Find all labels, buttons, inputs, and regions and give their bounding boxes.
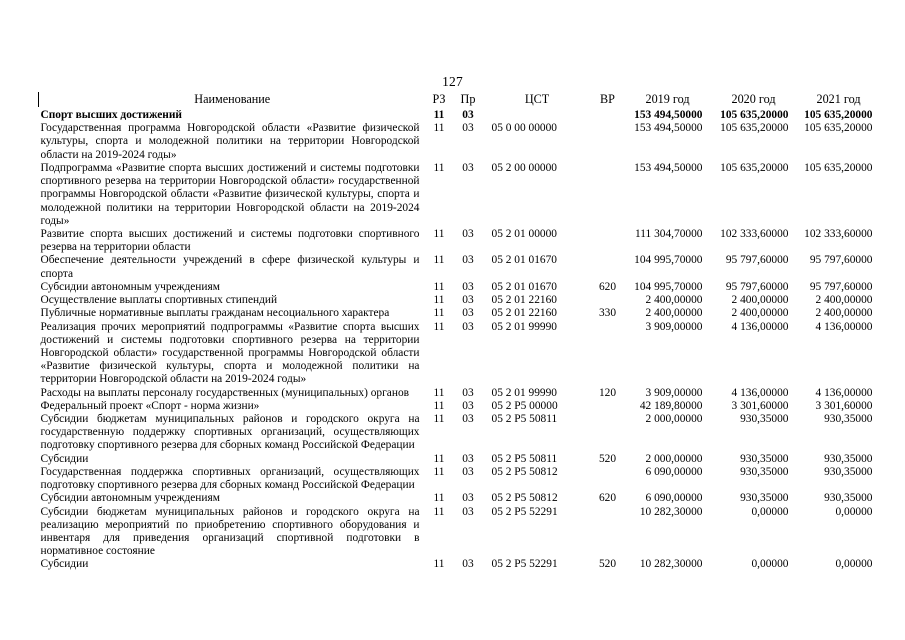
cell-amount-2019: 3 909,00000 bbox=[645, 320, 703, 333]
cell-cst: 05 2 01 22160 bbox=[491, 307, 557, 320]
table-row bbox=[39, 466, 881, 492]
cell-amount-2019: 6 090,00000 bbox=[645, 465, 703, 478]
cell-amount-2020: 95 797,60000 bbox=[725, 254, 789, 267]
table-header-row bbox=[39, 92, 881, 107]
cell-amount-2020: 102 333,60000 bbox=[720, 227, 789, 240]
cell-amount-2019: 104 995,70000 bbox=[634, 254, 703, 267]
cell-amount-2021: 102 333,60000 bbox=[804, 227, 873, 240]
cell-amount-2019: 153 494,50000 bbox=[634, 122, 703, 135]
cell-pr: 03 bbox=[462, 399, 474, 412]
cell-rz: 11 bbox=[433, 254, 445, 267]
cell-vr bbox=[591, 400, 625, 413]
cell-rz: 11 bbox=[433, 452, 445, 465]
cell-vr: 620 bbox=[598, 280, 617, 293]
cell-name: Субсидии бюджетам муниципальных районов и городского округа на реализацию мероприятий по приобретению спортивного оборудования и инвентаря для приведения организаций спортивной подготовки в нормативное состояние bbox=[40, 505, 420, 558]
cell-amount-2020: 105 635,20000 bbox=[720, 161, 789, 174]
cell-rz: 11 bbox=[433, 320, 445, 333]
cell-pr: 03 bbox=[462, 452, 474, 465]
cell-amount-2021: 2 400,00000 bbox=[815, 307, 873, 320]
cell-amount-2020: 4 136,00000 bbox=[731, 320, 789, 333]
cell-amount-2021: 95 797,60000 bbox=[809, 254, 873, 267]
cell-vr: 620 bbox=[598, 492, 617, 505]
cell-pr: 03 bbox=[462, 109, 474, 121]
table-row bbox=[39, 400, 881, 413]
table-row bbox=[39, 506, 881, 559]
cell-name: Осуществление выплаты спортивных стипендий bbox=[40, 294, 278, 307]
cell-amount-2020: 930,35000 bbox=[740, 452, 789, 465]
cell-vr bbox=[591, 107, 625, 122]
cell-rz: 11 bbox=[433, 465, 445, 478]
cell-pr: 03 bbox=[462, 122, 474, 135]
column-header-year-2021: 2021 год bbox=[816, 92, 861, 106]
cell-cst: 05 2 Р5 50812 bbox=[491, 465, 558, 478]
cell-cst: 05 2 Р5 50811 bbox=[491, 452, 558, 465]
cell-rz: 11 bbox=[433, 558, 445, 571]
table-row bbox=[39, 228, 881, 254]
cell-pr: 03 bbox=[462, 413, 474, 426]
table-row bbox=[39, 162, 881, 228]
cell-amount-2019: 2 000,00000 bbox=[645, 452, 703, 465]
cell-cst: 05 2 01 22160 bbox=[491, 294, 557, 307]
cell-cst: 05 2 01 00000 bbox=[491, 227, 557, 240]
cell-cst: 05 2 01 99990 bbox=[491, 386, 557, 399]
cell-amount-2020: 2 400,00000 bbox=[731, 294, 789, 307]
cell-name: Субсидии bbox=[40, 558, 89, 571]
column-header-pr: Пр bbox=[460, 92, 476, 106]
cell-cst: 05 2 Р5 00000 bbox=[491, 399, 558, 412]
cell-pr: 03 bbox=[462, 294, 474, 307]
cell-name: Расходы на выплаты персоналу государственных (муниципальных) органов bbox=[40, 386, 410, 399]
table-row bbox=[39, 122, 881, 162]
cell-vr: 520 bbox=[598, 558, 617, 571]
table-body bbox=[39, 107, 881, 572]
column-header-rz: РЗ bbox=[432, 92, 446, 106]
cell-rz: 11 bbox=[433, 399, 445, 412]
cell-vr bbox=[591, 162, 625, 228]
cell-amount-2020: 930,35000 bbox=[740, 492, 789, 505]
cell-cst: 05 0 00 00000 bbox=[491, 122, 557, 135]
table-row bbox=[39, 413, 881, 453]
table-header bbox=[39, 92, 881, 107]
cell-pr: 03 bbox=[462, 307, 474, 320]
cell-amount-2019: 104 995,70000 bbox=[634, 280, 703, 293]
cell-amount-2020: 105 635,20000 bbox=[720, 109, 789, 121]
cell-pr: 03 bbox=[462, 505, 474, 518]
cell-rz: 11 bbox=[433, 294, 445, 307]
cell-vr bbox=[591, 122, 625, 162]
cell-amount-2019: 6 090,00000 bbox=[645, 492, 703, 505]
cell-vr bbox=[591, 413, 625, 453]
cell-rz: 11 bbox=[433, 505, 445, 518]
cell-vr bbox=[591, 466, 625, 492]
cell-amount-2021: 930,35000 bbox=[824, 413, 873, 426]
cell-name: Субсидии bbox=[40, 452, 89, 465]
cell-amount-2019: 10 282,30000 bbox=[639, 558, 703, 571]
cell-pr: 03 bbox=[462, 227, 474, 240]
cell-name: Развитие спорта высших достижений и системы подготовки спортивного резерва на территории области bbox=[40, 227, 420, 254]
cell-cst: 05 2 Р5 50812 bbox=[491, 492, 558, 505]
cell-cst: 05 2 Р5 50811 bbox=[491, 413, 558, 426]
cell-amount-2021: 0,00000 bbox=[835, 505, 873, 518]
table-row bbox=[39, 453, 881, 466]
cell-amount-2021: 105 635,20000 bbox=[804, 122, 873, 135]
cell-pr: 03 bbox=[462, 558, 474, 571]
cell-vr bbox=[591, 294, 625, 307]
column-header-year-2019: 2019 год bbox=[645, 92, 690, 106]
column-header-cst: ЦСТ bbox=[524, 92, 550, 106]
table-row bbox=[39, 107, 881, 122]
cell-name: Субсидии автономным учреждениям bbox=[40, 280, 220, 293]
cell-cst: 05 2 01 99990 bbox=[491, 320, 557, 333]
table-row bbox=[39, 281, 881, 294]
table-row bbox=[39, 492, 881, 505]
table-row bbox=[39, 294, 881, 307]
cell-amount-2020: 0,00000 bbox=[751, 505, 789, 518]
cell-pr: 03 bbox=[462, 320, 474, 333]
cell-rz: 11 bbox=[433, 492, 445, 505]
cell-cst: 05 2 Р5 52291 bbox=[491, 505, 558, 518]
cell-cst: 05 2 01 01670 bbox=[491, 280, 557, 293]
cell-amount-2019: 153 494,50000 bbox=[634, 161, 703, 174]
cell-amount-2019: 3 909,00000 bbox=[645, 386, 703, 399]
cell-name: Спорт высших достижений bbox=[40, 109, 182, 121]
cell-vr: 120 bbox=[598, 386, 617, 399]
cell-amount-2020: 2 400,00000 bbox=[731, 307, 789, 320]
cell-name: Публичные нормативные выплаты гражданам несоциального характера bbox=[40, 307, 390, 320]
page-number: 127 bbox=[442, 74, 463, 89]
table-row bbox=[39, 307, 881, 320]
cell-cst: 05 2 Р5 52291 bbox=[491, 558, 558, 571]
cell-amount-2020: 930,35000 bbox=[740, 413, 789, 426]
cell-rz: 11 bbox=[433, 280, 445, 293]
cell-amount-2020: 0,00000 bbox=[751, 558, 789, 571]
cell-amount-2021: 105 635,20000 bbox=[804, 161, 873, 174]
cell-name: Реализация прочих мероприятий подпрограммы «Развитие спорта высших достижений и системы подготовки спортивного резерва на территории Новгородской области» государственной программы Новгородской области «Развитие физической культуры, спорта и молодежной политики на территории Новгородской области на 2019-2024 годы» bbox=[40, 320, 420, 386]
table-row bbox=[39, 558, 881, 571]
table-row bbox=[39, 254, 881, 280]
cell-name: Субсидии бюджетам муниципальных районов и городского округа на государственную поддержку спортивных организаций, осуществляющих подготовку спортивного резерва для сборных команд Российской Федерации bbox=[40, 413, 420, 452]
cell-amount-2021: 95 797,60000 bbox=[809, 280, 873, 293]
cell-amount-2021: 4 136,00000 bbox=[815, 386, 873, 399]
cell-amount-2021: 930,35000 bbox=[824, 492, 873, 505]
cell-vr bbox=[591, 321, 625, 387]
cell-pr: 03 bbox=[462, 161, 474, 174]
cell-amount-2019: 10 282,30000 bbox=[639, 505, 703, 518]
cell-amount-2020: 95 797,60000 bbox=[725, 280, 789, 293]
cell-pr: 03 bbox=[462, 254, 474, 267]
cell-vr bbox=[591, 228, 625, 254]
cell-vr bbox=[591, 254, 625, 280]
budget-table-container bbox=[38, 92, 880, 572]
cell-rz: 11 bbox=[433, 109, 445, 121]
budget-table bbox=[38, 92, 881, 572]
cell-name: Субсидии автономным учреждениям bbox=[40, 492, 220, 505]
cell-name: Федеральный проект «Спорт - норма жизни» bbox=[40, 399, 260, 412]
cell-amount-2019: 2 400,00000 bbox=[645, 307, 703, 320]
column-header-name: Наименование bbox=[39, 92, 426, 107]
cell-amount-2020: 3 301,60000 bbox=[731, 399, 789, 412]
cell-amount-2020: 105 635,20000 bbox=[720, 122, 789, 135]
cell-name: Обеспечение деятельности учреждений в сфере физической культуры и спорта bbox=[40, 254, 420, 280]
cell-rz: 11 bbox=[433, 386, 445, 399]
cell-pr: 03 bbox=[462, 492, 474, 505]
cell-amount-2021: 930,35000 bbox=[824, 465, 873, 478]
cell-pr: 03 bbox=[462, 280, 474, 293]
cell-amount-2020: 930,35000 bbox=[740, 465, 789, 478]
cell-rz: 11 bbox=[433, 161, 445, 174]
cell-amount-2020: 4 136,00000 bbox=[731, 386, 789, 399]
cell-amount-2021: 930,35000 bbox=[824, 452, 873, 465]
cell-amount-2021: 3 301,60000 bbox=[815, 399, 873, 412]
cell-cst: 05 2 01 01670 bbox=[491, 254, 557, 267]
table-row bbox=[39, 321, 881, 387]
cell-amount-2021: 105 635,20000 bbox=[804, 109, 873, 121]
cell-amount-2019: 2 400,00000 bbox=[645, 294, 703, 307]
cell-name: Государственная программа Новгородской области «Развитие физической культуры, спорта и молодежной политики на территории Новгородской области на 2019-2024 годы» bbox=[40, 122, 420, 161]
cell-rz: 11 bbox=[433, 227, 445, 240]
cell-pr: 03 bbox=[462, 465, 474, 478]
cell-pr: 03 bbox=[462, 386, 474, 399]
table-row bbox=[39, 387, 881, 400]
cell-amount-2021: 4 136,00000 bbox=[815, 320, 873, 333]
cell-amount-2019: 2 000,00000 bbox=[645, 413, 703, 426]
cell-amount-2019: 111 304,70000 bbox=[635, 227, 703, 240]
cell-vr: 520 bbox=[598, 452, 617, 465]
cell-vr bbox=[591, 506, 625, 559]
cell-rz: 11 bbox=[433, 413, 445, 426]
column-header-year-2020: 2020 год bbox=[731, 92, 776, 106]
cell-name: Государственная поддержка спортивных организаций, осуществляющих подготовку спортивного резерва для сборных команд Российской Федерации bbox=[40, 465, 420, 492]
cell-rz: 11 bbox=[433, 122, 445, 135]
column-header-vr: ВР bbox=[600, 92, 615, 106]
cell-cst: 05 2 00 00000 bbox=[491, 161, 557, 174]
cell-rz: 11 bbox=[433, 307, 445, 320]
cell-name: Подпрограмма «Развитие спорта высших достижений и системы подготовки спортивного резерва на территории Новгородской области» государственной программы Новгородской области «Развитие физической культуры, спорта и молодежной политики на территории Новгородской области на 2019-2024 годы» bbox=[40, 161, 420, 227]
cell-amount-2021: 2 400,00000 bbox=[815, 294, 873, 307]
cell-vr: 330 bbox=[598, 307, 617, 320]
cell-amount-2019: 42 189,80000 bbox=[639, 399, 703, 412]
cell-amount-2021: 0,00000 bbox=[835, 558, 873, 571]
cell-amount-2019: 153 494,50000 bbox=[634, 109, 703, 121]
cell-cst bbox=[484, 107, 591, 122]
